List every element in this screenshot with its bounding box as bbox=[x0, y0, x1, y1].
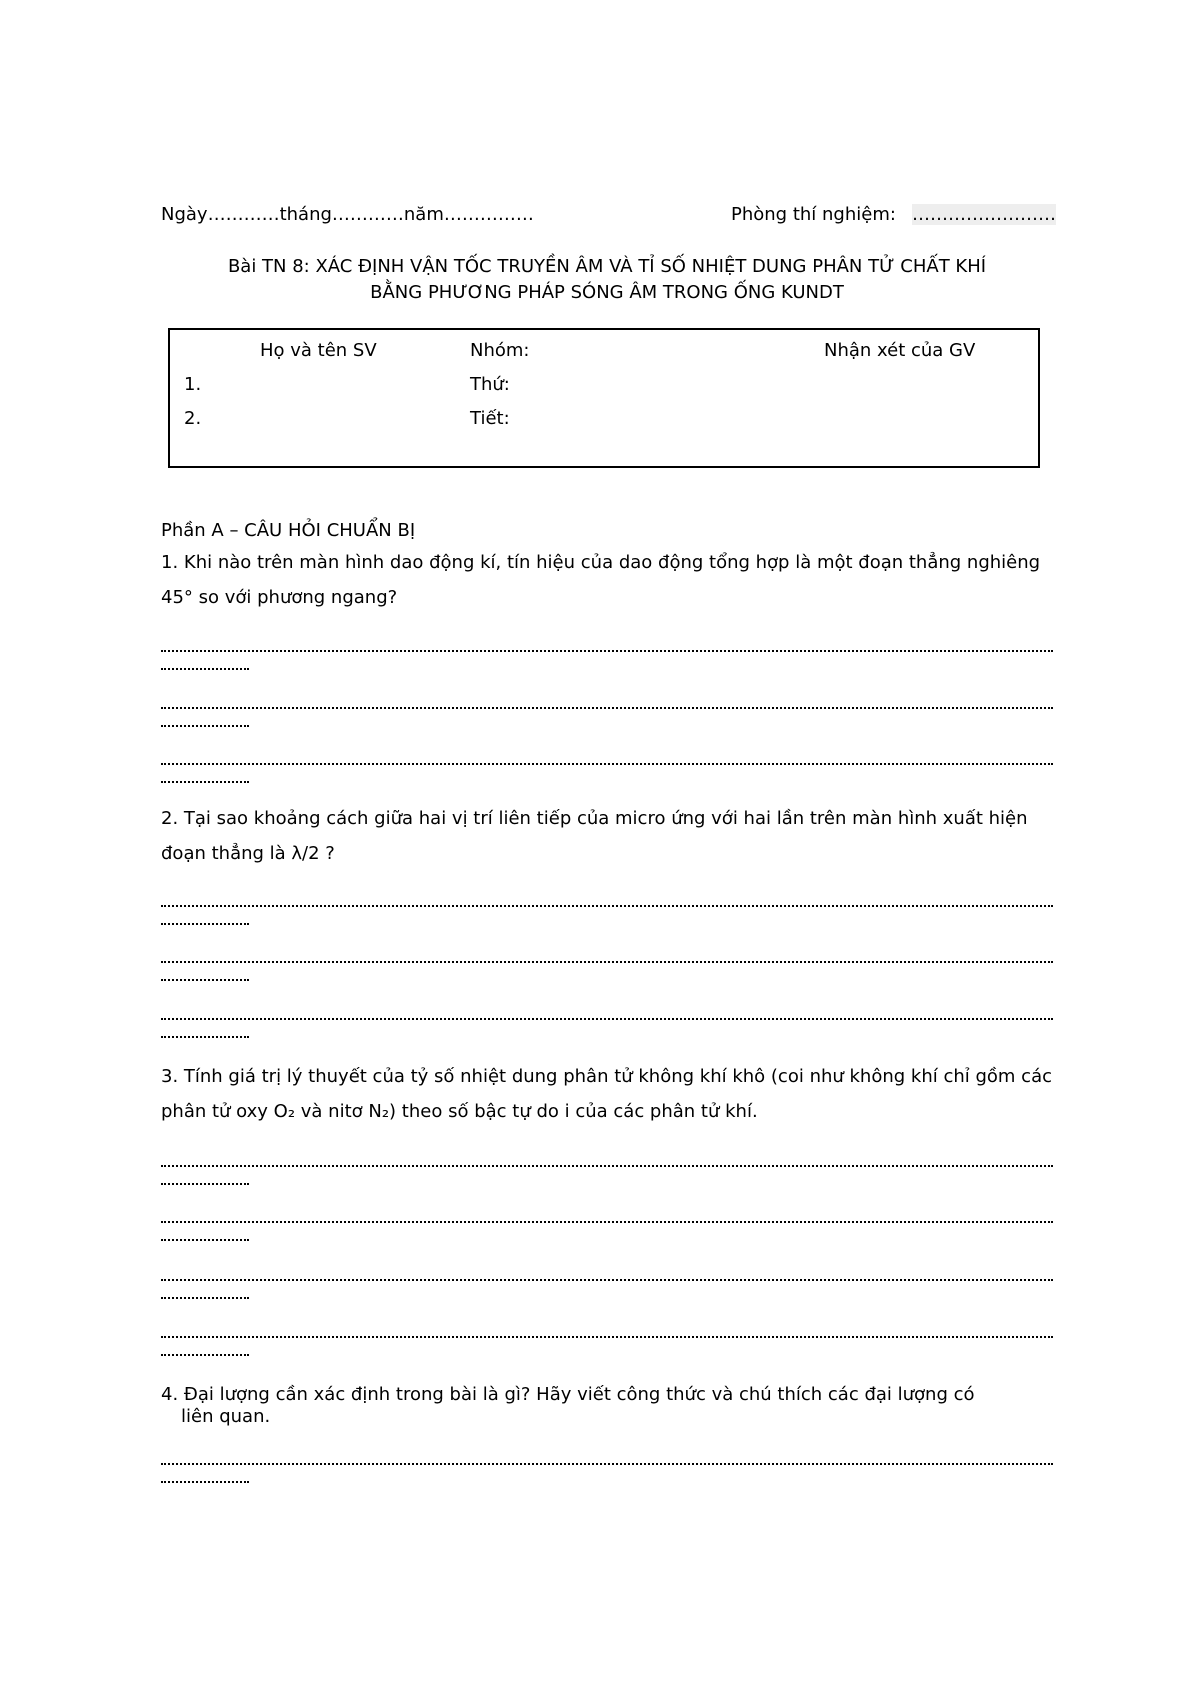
question-4-line-2: liên quan. bbox=[181, 1406, 271, 1427]
lab-label: Phòng thí nghiệm: bbox=[731, 204, 896, 225]
student-row-1-number: 1. bbox=[184, 374, 202, 395]
answer-line[interactable] bbox=[161, 1221, 1053, 1223]
answer-line-continuation bbox=[161, 1239, 249, 1241]
student-name-header: Họ và tên SV bbox=[260, 340, 377, 361]
question-1: 1. Khi nào trên màn hình dao động kí, tín hiệu của dao động tổng hợp là một đoạn thẳng nghiêng 45° so với phương ngang? bbox=[161, 552, 1041, 608]
answer-line-continuation bbox=[161, 1183, 249, 1185]
answer-line[interactable] bbox=[161, 763, 1053, 765]
answer-line[interactable] bbox=[161, 1336, 1053, 1338]
answer-line-continuation bbox=[161, 781, 249, 783]
lab-value-field[interactable]: …………………… bbox=[912, 204, 1056, 225]
section-a-heading: Phần A – CÂU HỎI CHUẨN BỊ bbox=[161, 520, 416, 541]
group-label: Nhóm: bbox=[470, 340, 530, 361]
answer-line[interactable] bbox=[161, 707, 1053, 709]
answer-line-continuation bbox=[161, 725, 249, 727]
answer-line[interactable] bbox=[161, 905, 1053, 907]
question-4 bbox=[161, 1384, 1053, 1428]
document-title-line-1: Bài TN 8: XÁC ĐỊNH VẬN TỐC TRUYỀN ÂM VÀ TỈ SỐ NHIỆT DUNG PHÂN TỬ CHẤT KHÍ bbox=[227, 256, 987, 277]
answer-line[interactable] bbox=[161, 1165, 1053, 1167]
answer-line-continuation bbox=[161, 1036, 249, 1038]
answer-line-continuation bbox=[161, 1481, 249, 1483]
answer-line[interactable] bbox=[161, 650, 1053, 652]
answer-line-continuation bbox=[161, 979, 249, 981]
answer-line-continuation bbox=[161, 1297, 249, 1299]
student-info-box bbox=[168, 328, 1040, 468]
answer-line[interactable] bbox=[161, 961, 1053, 963]
question-4-line-1: 4. Đại lượng cần xác định trong bài là gì? Hãy viết công thức và chú thích các đại lượng có bbox=[161, 1384, 975, 1405]
question-3: 3. Tính giá trị lý thuyết của tỷ số nhiệt dung phân tử không khí khô (coi như không khí chỉ gồm các phân tử oxy O₂ và nitơ N₂) theo số bậc tự do i của các phân tử khí. bbox=[161, 1066, 1053, 1122]
date-line: Ngày…………tháng…………năm…………… bbox=[161, 204, 534, 225]
day-label: Thứ: bbox=[470, 374, 510, 395]
document-title-line-2: BẰNG PHƯƠNG PHÁP SÓNG ÂM TRONG ỐNG KUNDT bbox=[370, 282, 844, 303]
answer-line[interactable] bbox=[161, 1018, 1053, 1020]
answer-line[interactable] bbox=[161, 1463, 1053, 1465]
answer-line-continuation bbox=[161, 1354, 249, 1356]
period-label: Tiết: bbox=[470, 408, 510, 429]
teacher-comment-label: Nhận xét của GV bbox=[824, 340, 976, 361]
student-row-2-number: 2. bbox=[184, 408, 202, 429]
answer-line-continuation bbox=[161, 923, 249, 925]
question-2: 2. Tại sao khoảng cách giữa hai vị trí liên tiếp của micro ứng với hai lần trên màn hình xuất hiện đoạn thẳng là λ/2 ? bbox=[161, 808, 1028, 864]
answer-line[interactable] bbox=[161, 1279, 1053, 1281]
answer-line-continuation bbox=[161, 668, 249, 670]
